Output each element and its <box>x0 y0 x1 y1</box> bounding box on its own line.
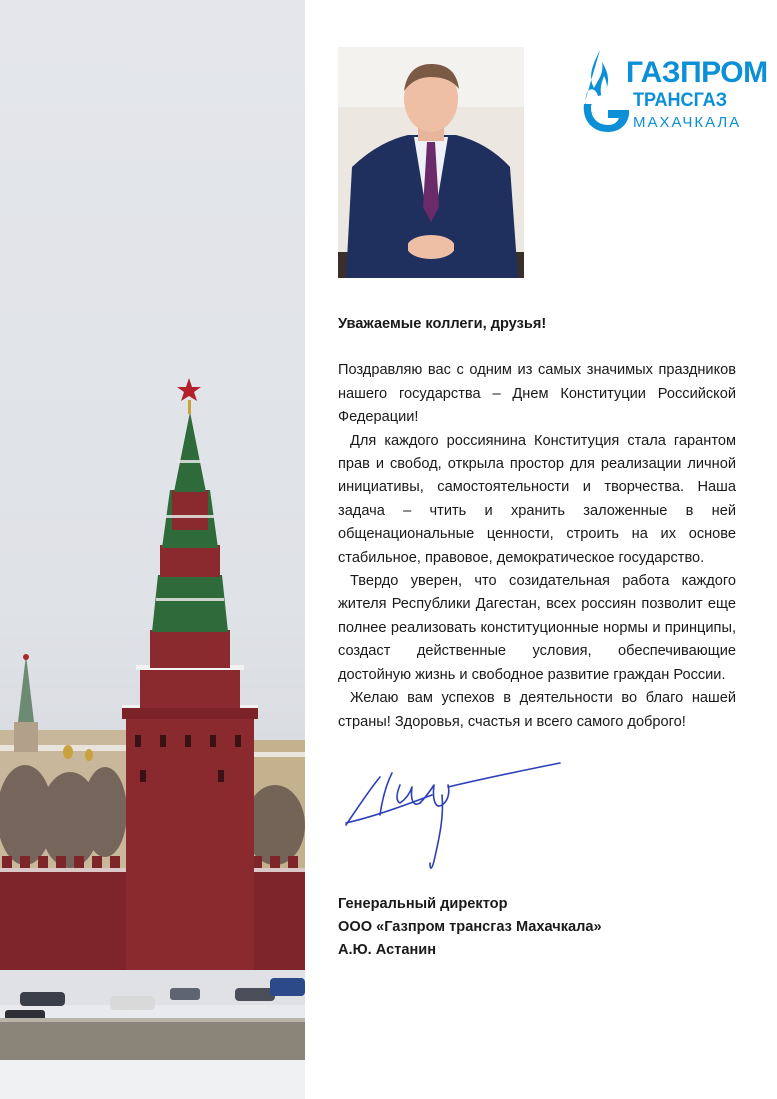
gazprom-transgaz-logo <box>578 48 768 136</box>
logo-text-transgaz: ТРАНСГАЗ <box>633 90 728 111</box>
letter-body <box>338 313 736 734</box>
logo-text-city: МАХАЧКАЛА <box>633 114 742 131</box>
letter-paragraph-1: Поздравляю вас с одним из самых значимых праздников нашего государства – Днем Конституции Российской Федерации! <box>338 362 736 426</box>
letter-paragraph-4: Желаю вам успехов в деятельности во благо нашей страны! Здоровья, счастья и всего самого доброго! <box>338 690 736 730</box>
director-portrait <box>338 47 524 278</box>
signatory-title: Генеральный директор <box>338 896 508 912</box>
letter-paragraph-2: Для каждого россиянина Конституция стала гарантом прав и свобод, открыла простор для реализации личной инициативы, самостоятельности и творчества. Наша задача – чтить и хранить заложенные в ней общенациональные ценности, строить на их основе стабильное, правовое, демократическое государство. <box>338 432 736 566</box>
letter-paragraph-3: Твердо уверен, что созидательная работа каждого жителя Республики Дагестан, всех россиян позволит еще полнее реализовать конституционные нормы и принципы, создаст действенные условия, обеспечивающие достойную жизнь и свободное развитие граждан России. <box>338 573 736 683</box>
gazprom-flame-icon <box>578 48 630 134</box>
portrait-image <box>338 47 524 278</box>
letter-greeting: Уважаемые коллеги, друзья! <box>338 316 547 332</box>
signatory-company: ООО «Газпром трансгаз Махачкала» <box>338 919 602 935</box>
logo-text-gazprom: ГАЗПРОМ <box>626 56 768 89</box>
kremlin-tower-illustration <box>0 0 305 1099</box>
kremlin-tower-photo <box>0 0 305 1099</box>
signatory-name: А.Ю. Астанин <box>338 942 437 958</box>
signatory-block <box>338 893 602 962</box>
handwritten-signature <box>340 755 565 880</box>
